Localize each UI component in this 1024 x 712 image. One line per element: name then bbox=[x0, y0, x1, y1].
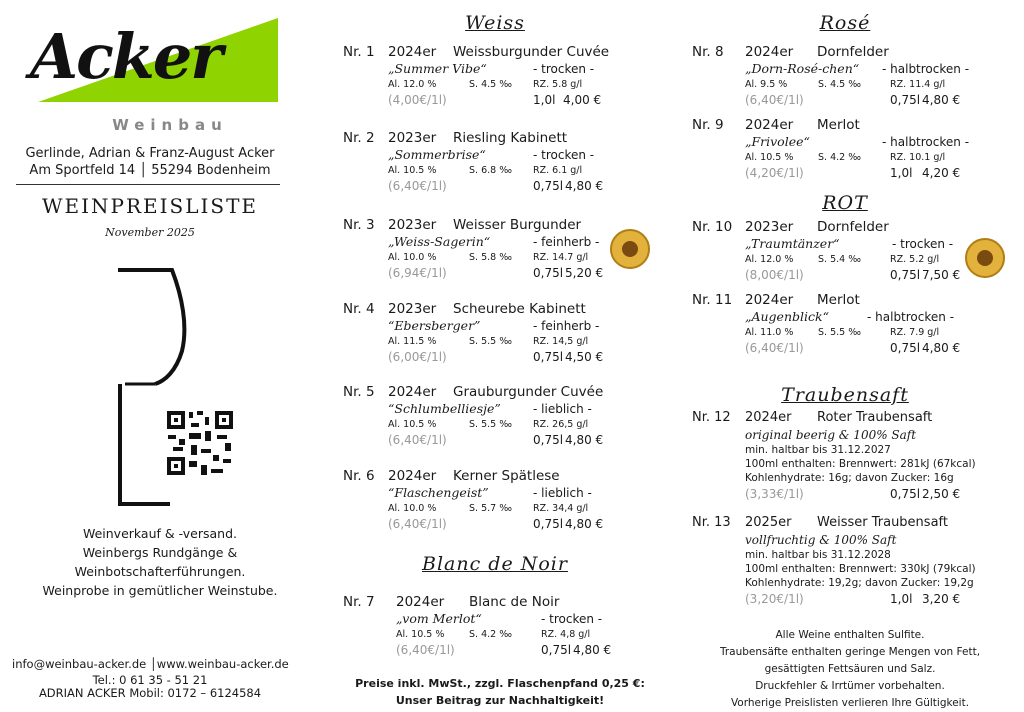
web-link[interactable]: │www.weinbau-acker.de bbox=[149, 657, 289, 671]
wine-entry: Nr. 7 2024er Blanc de Noir „vom Merlot“ - trocken - Al. 10.5 % S. 4.2 ‰ RZ. 4,8 g/l (6,40€/1l) 0,75l 4,80 € bbox=[343, 594, 612, 657]
address: Am Sportfeld 14 │ 55294 Bodenheim bbox=[29, 163, 271, 178]
legal-notes: Alle Weine enthalten Sulfite. Traubensäfte enthalten geringe Mengen von Fett, gesättigten Fettsäuren und Salz. Druckfehler & Irrtümer vorbehalten. Vorherige Preislisten verlieren Ihre Gültigkeit. bbox=[719, 629, 981, 709]
mobile: ADRIAN ACKER Mobil: 0172 – 6124584 bbox=[38, 686, 262, 700]
divider bbox=[16, 184, 280, 185]
wine-entry: Nr. 1 2024er Weissburgunder Cuvée „Summer Vibe“ - trocken - Al. 12.0 % S. 4.5 ‰ RZ. 5.8 g/l (4,00€/1l) 1,0l 4,00 € bbox=[343, 44, 610, 107]
wine-entry: Nr. 10 2023er Dornfelder „Traumtänzer“ - trocken - Al. 12.0 % S. 5.4 ‰ RZ. 5.2 g/l (8,00€/1l) 0,75l 7,50 € bbox=[692, 219, 961, 282]
wine-entry: Nr. 11 2024er Merlot „Augenblick“ - halbtrocken - Al. 11.0 % S. 5.5 ‰ RZ. 7.9 g/l (6,40€/1l) 0,75l 4,80 € bbox=[692, 292, 961, 355]
services-text: Weinverkauf & -versand. Weinbergs Rundgänge & Weinbotschafterführungen. Weinprobe in gemütlicher Weinstube. bbox=[42, 526, 278, 598]
logo-subtitle: Weinbau bbox=[112, 116, 228, 134]
award-seal-icon bbox=[610, 229, 650, 269]
section-title-blanc: Blanc de Noir bbox=[422, 553, 568, 575]
owners: Gerlinde, Adrian & Franz-August Acker bbox=[25, 146, 275, 161]
contact-line bbox=[12, 657, 289, 671]
wine-entry: Nr. 5 2024er Grauburgunder Cuvée “Schlumbelliesje” - lieblich - Al. 10.5 % S. 5.5 ‰ RZ. 26,5 g/l (6,40€/1l) 0,75l 4,80 € bbox=[343, 384, 604, 447]
page-title: WEINPREISLISTE bbox=[41, 194, 259, 218]
wine-entry: Nr. 8 2024er Dornfelder „Dorn-Rosé-chen“ - halbtrocken - Al. 9.5 % S. 4.5 ‰ RZ. 11.4 g/l (6,40€/1l) 0,75l 4,80 € bbox=[692, 44, 970, 107]
section-title-rose: Rosé bbox=[819, 12, 871, 34]
section-title-rot: ROT bbox=[822, 192, 868, 214]
section-title-weiss: Weiss bbox=[465, 12, 525, 34]
qr-code[interactable] bbox=[165, 409, 235, 477]
wine-entry: Nr. 3 2023er Weisser Burgunder „Weiss-Sagerin“ - feinherb - Al. 10.0 % S. 5.8 ‰ RZ. 14.7 g/l (6,94€/1l) 0,75l 5,20 € bbox=[343, 217, 604, 280]
award-seal-icon bbox=[965, 238, 1005, 278]
logo-text: Acker bbox=[30, 20, 221, 93]
wine-entry: Nr. 2 2023er Riesling Kabinett „Sommerbrise“ - trocken - Al. 10.5 % S. 6.8 ‰ RZ. 6.1 g/l (6,40€/1l) 0,75l 4,80 € bbox=[343, 130, 604, 193]
wine-entry: Nr. 9 2024er Merlot „Frivolee“ - halbtrocken - Al. 10.5 % S. 4.2 ‰ RZ. 10.1 g/l (4,20€/1l) 1,0l 4,20 € bbox=[692, 117, 970, 180]
juice-entry: Nr. 13 2025er Weisser Traubensaft vollfruchtig & 100% Saft min. haltbar bis 31.12.2028 100ml enthalten: Brennwert: 330kJ (79kcal) Kohlenhydrate: 19,2g; davon Zucker: 19,2g (3,20€/1l) 1,0l 3,20 € bbox=[692, 515, 976, 606]
juice-entry: Nr. 12 2024er Roter Traubensaft original beerig & 100% Saft min. haltbar bis 31.12.2027 100ml enthalten: Brennwert: 281kJ (67kcal) Kohlenhydrate: 16g; davon Zucker: 16g (3,33€/1l) 0,75l 2,50 € bbox=[692, 410, 976, 501]
section-title-saft: Traubensaft bbox=[781, 384, 909, 406]
wine-entry: Nr. 4 2023er Scheurebe Kabinett “Ebersberger” - feinherb - Al. 11.5 % S. 5.5 ‰ RZ. 14,5 g/l (6,00€/1l) 0,75l 4,50 € bbox=[343, 301, 604, 364]
date: November 2025 bbox=[105, 226, 195, 239]
email-link[interactable]: info@weinbau-acker.de bbox=[12, 657, 147, 671]
wine-glass-illustration bbox=[110, 266, 200, 516]
phone: Tel.: 0 61 35 - 51 21 bbox=[92, 673, 208, 687]
wine-entry: Nr. 6 2024er Kerner Spätlese “Flaschengeist” - lieblich - Al. 10.0 % S. 5.7 ‰ RZ. 34,4 g/l (6,40€/1l) 0,75l 4,80 € bbox=[343, 468, 604, 531]
deposit-note: Preise inkl. MwSt., zzgl. Flaschenpfand 0,25 €: Unser Beitrag zur Nachhaltigkeit! bbox=[355, 677, 645, 707]
